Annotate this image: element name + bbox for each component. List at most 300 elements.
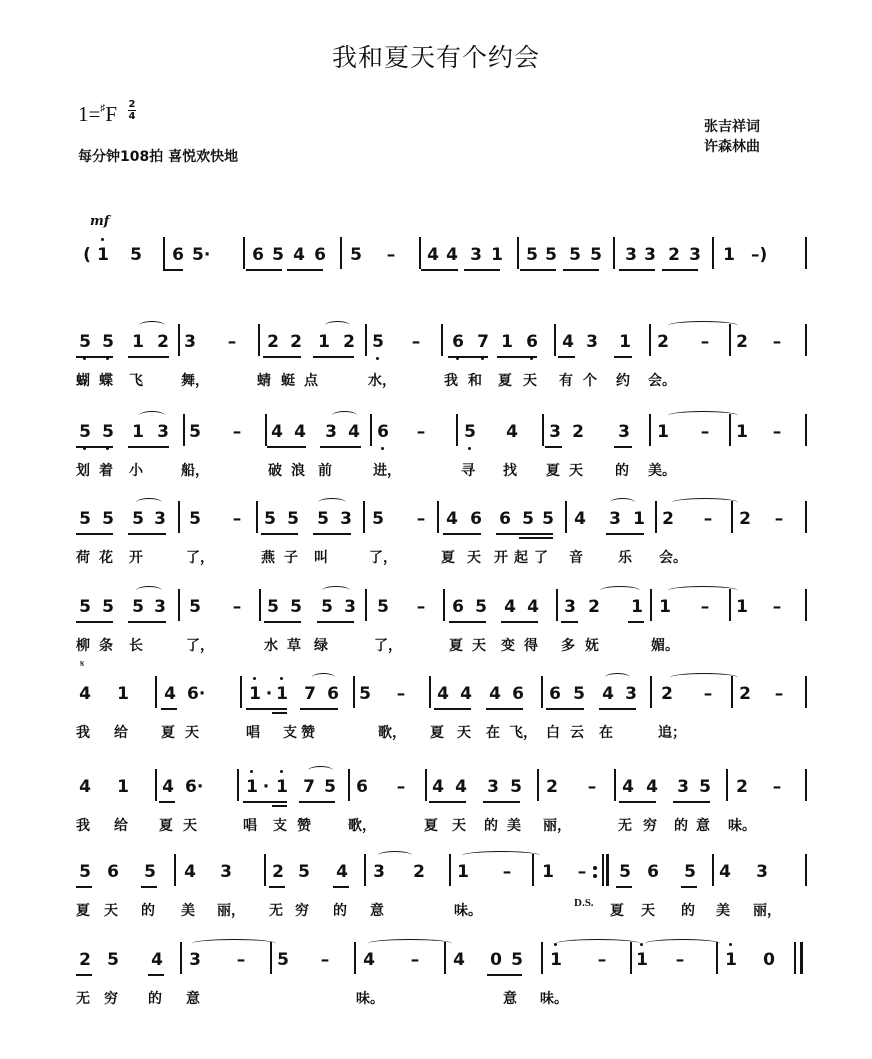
note: –	[700, 332, 710, 352]
barline	[805, 237, 807, 269]
note: –	[396, 684, 406, 704]
lyric-syllable: 夏	[430, 725, 444, 741]
lyric-syllable: 绿	[314, 638, 328, 654]
lyric-syllable: 歌，	[348, 818, 376, 834]
note: –	[597, 950, 607, 970]
note: 2	[739, 509, 751, 529]
note: 2	[736, 332, 748, 352]
note: ·	[265, 684, 273, 704]
lyrics-line	[0, 635, 872, 655]
lyric-syllable: 划	[76, 463, 90, 479]
note: 2	[572, 422, 584, 442]
barline	[370, 414, 372, 446]
eighth-underline	[128, 446, 169, 448]
note: 2	[739, 684, 751, 704]
lyric-syllable: 夏	[498, 373, 512, 389]
note: 2	[657, 332, 669, 352]
lyric-syllable: 蝶	[99, 373, 113, 389]
lyric-syllable: 味。	[454, 903, 482, 919]
lyric-syllable: 追；	[658, 725, 686, 741]
barline	[726, 769, 728, 801]
song-title: 我和夏天有个约会	[331, 43, 540, 72]
note: 5	[684, 862, 696, 882]
lyric-syllable: 夏	[159, 818, 173, 834]
lyric-syllable: 蝴	[76, 373, 90, 389]
lyric-syllable: 破	[268, 463, 282, 479]
barline	[449, 854, 451, 886]
lyric-syllable: 天	[452, 818, 466, 834]
note: 1	[132, 332, 144, 352]
lyric-syllable: 船，	[181, 463, 209, 479]
lyric-syllable: 我	[444, 373, 458, 389]
lyric-syllable: 天	[183, 818, 197, 834]
lyric-syllable: 穷	[643, 818, 657, 834]
lyric-syllable: 的	[148, 991, 162, 1007]
note: 2	[736, 777, 748, 797]
lyric-syllable: 美。	[648, 463, 676, 479]
note: (	[83, 245, 91, 265]
barline	[240, 676, 242, 708]
note: 2	[272, 862, 284, 882]
eighth-underline	[128, 356, 169, 358]
lyric-syllable: 夏	[610, 903, 624, 919]
eighth-underline	[261, 533, 298, 535]
note: 3	[644, 245, 656, 265]
eighth-underline	[520, 269, 556, 271]
lyric-syllable: 了	[534, 550, 548, 566]
note: 7	[303, 777, 315, 797]
lyric-syllable: 白	[546, 725, 560, 741]
slur-tie	[136, 586, 162, 595]
note: 6	[376, 420, 390, 444]
note: 6	[252, 245, 264, 265]
time-top: 2	[128, 99, 136, 110]
lyric-syllable: 意	[696, 818, 710, 834]
slur-tie	[556, 939, 640, 948]
lyric-syllable: 天	[523, 373, 537, 389]
note: 1	[659, 597, 671, 617]
note: 3	[184, 332, 196, 352]
barline	[419, 237, 421, 269]
eighth-underline	[243, 801, 287, 803]
note: 4	[427, 245, 439, 265]
note: 4	[504, 597, 516, 617]
lyric-syllable: 美	[181, 903, 195, 919]
barline	[363, 501, 365, 533]
key-note: F	[105, 102, 118, 126]
note: 4	[294, 422, 306, 442]
barline	[805, 501, 807, 533]
note: 7	[476, 330, 490, 354]
note: –	[232, 509, 242, 529]
note: 1	[723, 245, 735, 265]
note: 3	[325, 422, 337, 442]
note: 4	[602, 684, 614, 704]
note: 4	[79, 684, 91, 704]
barline	[537, 769, 539, 801]
barline	[174, 854, 176, 886]
low-octave-dot-icon	[381, 447, 384, 450]
note: 3	[564, 597, 576, 617]
slur-tie	[462, 851, 540, 860]
barline	[264, 854, 266, 886]
barline	[650, 589, 652, 621]
note: 2	[668, 245, 680, 265]
note: 4	[432, 777, 444, 797]
note: –	[774, 509, 784, 529]
note: 6	[549, 684, 561, 704]
note: 2	[413, 862, 425, 882]
lyric-syllable: 水，	[368, 373, 396, 389]
note: 5	[475, 597, 487, 617]
lyric-syllable: 妩	[585, 638, 599, 654]
note: 2	[588, 597, 600, 617]
note: 2	[546, 777, 558, 797]
eighth-underline	[269, 886, 285, 888]
barline	[542, 414, 544, 446]
note: 3	[189, 950, 201, 970]
lyrics-line	[0, 897, 872, 920]
note: 5	[79, 509, 91, 529]
note: 4	[151, 950, 163, 970]
barline	[180, 942, 182, 974]
note: –	[320, 950, 330, 970]
note: 6	[327, 684, 339, 704]
lyric-syllable: 开	[129, 550, 143, 566]
final-barline-thick	[800, 942, 803, 974]
note: 5	[463, 420, 477, 444]
slur-tie	[308, 766, 333, 775]
note: 1	[633, 509, 645, 529]
slur-tie	[312, 673, 335, 682]
note: –	[772, 332, 782, 352]
eighth-underline	[545, 446, 562, 448]
note: 5	[102, 509, 114, 529]
eighth-underline	[619, 269, 655, 271]
eighth-underline	[141, 886, 157, 888]
lyric-syllable: 天	[467, 550, 481, 566]
dal-segno-marking: D.S.	[574, 897, 594, 909]
lyric-syllable: 起	[514, 550, 528, 566]
note: 1	[318, 332, 330, 352]
note: 5	[542, 509, 554, 529]
eighth-underline	[320, 446, 361, 448]
high-octave-dot-icon	[640, 943, 643, 946]
segno-icon: 𝄋	[80, 659, 85, 670]
barline	[265, 414, 267, 446]
lyric-syllable: 无	[618, 818, 632, 834]
note: 5	[371, 330, 385, 354]
note: –	[700, 597, 710, 617]
score-line	[0, 775, 872, 834]
eighth-underline	[434, 708, 471, 710]
note: –	[386, 245, 396, 265]
lyric-syllable: 无	[76, 991, 90, 1007]
note: 5·	[192, 245, 211, 265]
eighth-underline	[449, 621, 486, 623]
note: 2	[267, 332, 279, 352]
note: 3	[340, 509, 352, 529]
note: 1	[275, 775, 289, 799]
lyric-syllable: 了，	[369, 550, 397, 566]
eighth-underline	[486, 708, 523, 710]
eighth-underline	[614, 446, 632, 448]
lyric-syllable: 着	[99, 463, 113, 479]
lyric-syllable: 找	[503, 463, 517, 479]
note: –	[410, 950, 420, 970]
note: 5	[272, 245, 284, 265]
note: 4	[271, 422, 283, 442]
lyric-syllable: 飞	[129, 373, 143, 389]
note: 3	[220, 862, 232, 882]
barline	[556, 589, 558, 621]
note: 4	[79, 777, 91, 797]
lyric-syllable: 美	[507, 818, 521, 834]
note: 5	[317, 509, 329, 529]
barline	[365, 589, 367, 621]
note: 5	[573, 684, 585, 704]
note: 6·	[185, 777, 204, 797]
note: 1	[549, 948, 563, 972]
lyric-syllable: 赞	[297, 818, 311, 834]
eighth-underline	[333, 886, 349, 888]
note: 1	[117, 777, 129, 797]
note: 5	[79, 862, 91, 882]
eighth-underline	[464, 269, 500, 271]
lyric-syllable: 我	[76, 818, 90, 834]
slur-tie	[668, 321, 738, 330]
score-line	[0, 595, 872, 654]
slur-tie	[368, 939, 452, 948]
lyric-syllable: 赞	[301, 725, 315, 741]
lyric-syllable: 丽，	[543, 818, 571, 834]
lyric-syllable: 夏	[161, 725, 175, 741]
note: 3	[609, 509, 621, 529]
note: 1	[501, 332, 513, 352]
slur-tie	[605, 673, 630, 682]
lyrics-line	[0, 722, 872, 742]
note: 3	[625, 245, 637, 265]
note: 5	[107, 950, 119, 970]
time-signature	[128, 99, 136, 122]
note: 2	[343, 332, 355, 352]
lyric-syllable: 的	[615, 463, 629, 479]
lyric-syllable: 开	[494, 550, 508, 566]
barline	[354, 942, 356, 974]
lyricist: 张吉祥词	[704, 119, 760, 135]
barline	[554, 324, 556, 356]
lyric-syllable: 美	[716, 903, 730, 919]
lyric-syllable: 了，	[186, 638, 214, 654]
barline	[649, 414, 651, 446]
lyric-syllable: 蜓	[281, 373, 295, 389]
note: 3	[344, 597, 356, 617]
barline	[243, 237, 245, 269]
note: 1	[248, 682, 262, 706]
lyric-syllable: 小	[129, 463, 143, 479]
note: 5	[130, 245, 142, 265]
eighth-underline	[299, 801, 335, 803]
note: 6	[452, 597, 464, 617]
eighth-underline	[263, 356, 301, 358]
lyric-syllable: 味。	[728, 818, 756, 834]
lyric-syllable: 有	[559, 373, 573, 389]
lyric-syllable: 蜻	[257, 373, 271, 389]
barline	[155, 676, 157, 708]
note: 5	[522, 509, 534, 529]
barline	[441, 324, 443, 356]
note: 5	[102, 597, 114, 617]
eighth-underline	[267, 446, 306, 448]
lyric-syllable: 给	[114, 725, 128, 741]
note: 4	[574, 509, 586, 529]
lyric-syllable: 唱	[243, 818, 257, 834]
slur-tie	[332, 411, 357, 420]
note: 4	[446, 245, 458, 265]
barline	[443, 589, 445, 621]
lyric-syllable: 舞，	[181, 373, 209, 389]
note: 1	[542, 862, 554, 882]
note: 4	[489, 684, 501, 704]
note: –	[416, 509, 426, 529]
lyric-syllable: 水	[264, 638, 278, 654]
barline	[425, 769, 427, 801]
eighth-underline	[546, 708, 584, 710]
eighth-underline	[246, 269, 282, 271]
score-line	[0, 948, 872, 1007]
slur-tie	[318, 498, 346, 507]
note: 5	[101, 420, 115, 444]
repeat-barline	[602, 854, 604, 886]
lyric-syllable: 我	[76, 725, 90, 741]
lyric-syllable: 味。	[540, 991, 568, 1007]
lyrics-line	[0, 283, 872, 303]
barline	[237, 769, 239, 801]
note: 6	[470, 509, 482, 529]
low-octave-dot-icon	[468, 447, 471, 450]
lyric-syllable: 夏	[449, 638, 463, 654]
low-octave-dot-icon	[376, 357, 379, 360]
barline	[456, 414, 458, 446]
note: 0	[763, 950, 775, 970]
note: 6	[356, 777, 368, 797]
note: –	[416, 422, 426, 442]
lyric-syllable: 的	[141, 903, 155, 919]
barline	[712, 854, 714, 886]
lyric-syllable: 丽，	[217, 903, 245, 919]
eighth-underline	[487, 974, 522, 976]
slur-tie	[139, 321, 165, 330]
eighth-underline	[483, 801, 520, 803]
barline	[353, 676, 355, 708]
barline	[437, 501, 439, 533]
slur-tie	[136, 498, 162, 507]
barline	[565, 501, 567, 533]
slur-tie	[645, 939, 720, 948]
high-octave-dot-icon	[729, 943, 732, 946]
eighth-underline	[599, 708, 636, 710]
lyric-syllable: 穷	[104, 991, 118, 1007]
lyric-syllable: 给	[114, 818, 128, 834]
note: 4	[184, 862, 196, 882]
slur-tie	[322, 586, 350, 595]
barline	[178, 324, 180, 356]
key-prefix: 1=	[78, 102, 101, 126]
lyric-syllable: 夏	[441, 550, 455, 566]
lyric-syllable: 天	[641, 903, 655, 919]
slur-tie	[325, 321, 350, 330]
note: 5	[321, 597, 333, 617]
slur-tie	[139, 411, 165, 420]
note: –	[700, 422, 710, 442]
lyric-syllable: 寻	[461, 463, 475, 479]
note: 5	[132, 509, 144, 529]
barline	[650, 676, 652, 708]
lyric-syllable: 丽，	[753, 903, 781, 919]
eighth-underline	[496, 533, 553, 535]
note: 5	[79, 597, 91, 617]
slur-tie	[668, 411, 738, 420]
note: –	[774, 684, 784, 704]
eighth-underline	[76, 356, 113, 358]
barline	[259, 589, 261, 621]
note: 5	[189, 422, 201, 442]
sixteenth-underline	[272, 712, 287, 714]
note: 1	[132, 422, 144, 442]
eighth-underline	[628, 621, 644, 623]
barline	[183, 414, 185, 446]
eighth-underline	[163, 269, 183, 271]
eighth-underline	[448, 356, 488, 358]
sixteenth-underline	[272, 805, 287, 807]
slur-tie	[192, 939, 276, 948]
note: 1	[245, 775, 259, 799]
lyric-syllable: 子	[284, 550, 298, 566]
note: 5	[350, 245, 362, 265]
lyric-syllable: 夏	[76, 903, 90, 919]
note: –	[703, 509, 713, 529]
barline	[348, 769, 350, 801]
note: 4	[446, 509, 458, 529]
note: 4	[719, 862, 731, 882]
composer: 许森林曲	[704, 139, 760, 155]
note: 5	[78, 330, 92, 354]
lyric-syllable: 在	[599, 725, 613, 741]
note: 5	[324, 777, 336, 797]
note: –	[675, 950, 685, 970]
note: 0	[490, 950, 502, 970]
barline	[364, 854, 366, 886]
note: 6	[499, 509, 511, 529]
note: 5	[189, 597, 201, 617]
time-bottom: 4	[128, 111, 136, 122]
note: 3	[586, 332, 598, 352]
note: –	[232, 597, 242, 617]
barline	[429, 676, 431, 708]
barline	[256, 501, 258, 533]
score-line	[0, 860, 872, 919]
note: 5	[78, 420, 92, 444]
note: 5	[277, 950, 289, 970]
final-barline	[794, 942, 796, 974]
lyric-syllable: 云	[570, 725, 584, 741]
lyric-syllable: 草	[287, 638, 301, 654]
note: –)	[751, 245, 768, 265]
note: 3	[689, 245, 701, 265]
lyric-syllable: 和	[468, 373, 482, 389]
note: 4	[164, 684, 176, 704]
barline	[805, 324, 807, 356]
